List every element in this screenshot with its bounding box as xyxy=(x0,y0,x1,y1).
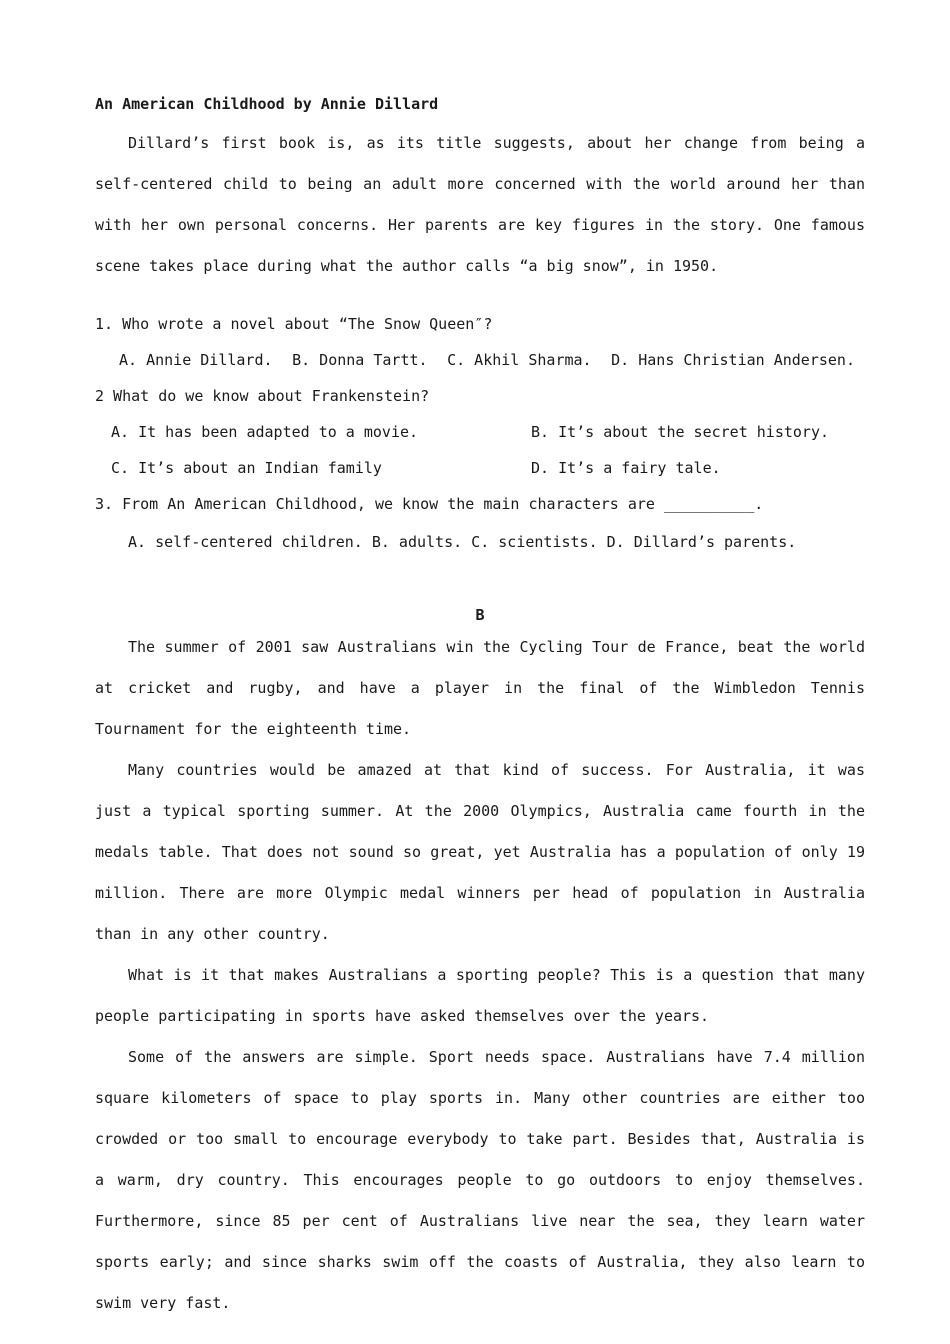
question-2-options xyxy=(95,414,865,486)
section-b-paragraph-1: The summer of 2001 saw Australians win the Cycling Tour de France, beat the world at cricket and rugby, and have a player in the final of the Wimbledon Tennis Tournament for the eighteenth time. xyxy=(95,638,865,738)
question-1-option-a: A. Annie Dillard. xyxy=(119,351,273,369)
question-1-options xyxy=(95,342,865,378)
question-1-option-d: D. Hans Christian Andersen. xyxy=(611,351,855,369)
question-3-stem: 3. From An American Childhood, we know the main characters are __________. xyxy=(95,495,764,513)
question-2-option-d: D. It’s a fairy tale. xyxy=(531,459,721,477)
question-3-options: A. self-centered children. B. adults. C. scientists. D. Dillard’s parents. xyxy=(128,533,797,551)
question-1-option-c: C. Akhil Sharma. xyxy=(447,351,592,369)
question-2-option-b: B. It’s about the secret history. xyxy=(531,423,830,441)
question-1-stem: 1. Who wrote a novel about “The Snow Queen″? xyxy=(95,315,493,333)
question-2-option-c: C. It’s about an Indian family xyxy=(111,459,382,477)
passage-a-body: Dillard’s first book is, as its title suggests, about her change from being a self-centered child to being an adult more concerned with the world around her than with her own personal concerns. Her parents are key figures in the story. One famous scene takes place during what the author calls “a big snow”, in 1950. xyxy=(95,134,865,275)
section-b-paragraph-3: What is it that makes Australians a sporting people? This is a question that many people participating in sports have asked themselves over the years. xyxy=(95,966,865,1025)
passage-a-title: An American Childhood by Annie Dillard xyxy=(95,95,439,113)
section-b-heading: B xyxy=(475,606,485,624)
question-1-option-b: B. Donna Tartt. xyxy=(292,351,428,369)
section-b-paragraph-2: Many countries would be amazed at that kind of success. For Australia, it was just a typical sporting summer. At the 2000 Olympics, Australia came fourth in the medals table. That does not sound so great, yet Australia has a population of only 19 million. There are more Olympic medal winners per head of population in Australia than in any other country. xyxy=(95,761,865,943)
question-2-stem: 2 What do we know about Frankenstein? xyxy=(95,387,430,405)
document-page xyxy=(95,92,865,1324)
section-b-paragraph-4: Some of the answers are simple. Sport needs space. Australians have 7.4 million square kilometers of space to play sports in. Many other countries are either too crowded or too small to encourage everybody to take part. Besides that, Australia is a warm, dry country. This encourages people to go outdoors to enjoy themselves. Furthermore, since 85 per cent of Australians live near the sea, they learn water sports early; and since sharks swim off the coasts of Australia, they also learn to swim very fast. xyxy=(95,1048,865,1312)
question-2-option-a: A. It has been adapted to a movie. xyxy=(111,423,419,441)
